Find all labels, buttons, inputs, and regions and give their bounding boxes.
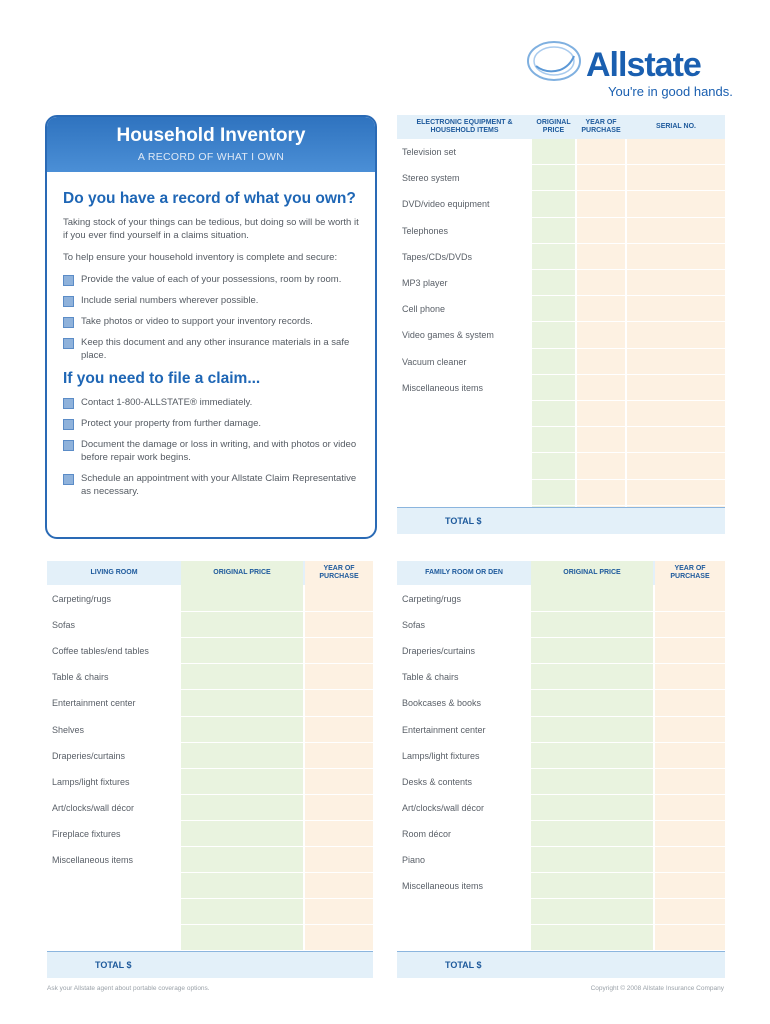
header-year: YEAR OF PURCHASE [319, 565, 359, 580]
item-label: Art/clocks/wall décor [402, 802, 485, 813]
item-label: Stereo system [402, 173, 460, 184]
item-label: Coffee tables/end tables [52, 646, 149, 657]
row-divider [397, 689, 725, 690]
row-divider [397, 872, 725, 873]
row-divider [397, 924, 725, 925]
header-price: ORIGINAL PRICE [213, 569, 271, 576]
row-divider [397, 716, 725, 717]
item-label: Carpeting/rugs [52, 594, 112, 604]
section-paragraph: To help ensure your household inventory is complete and secure: [63, 252, 338, 263]
checkbox-icon[interactable] [63, 474, 74, 485]
item-label: Video games & system [402, 330, 494, 341]
row-divider [47, 898, 373, 899]
row-divider [47, 637, 373, 638]
row-divider [47, 768, 373, 769]
section-paragraph: Taking stock of your things can be tedious, but doing so will be worth it if you ever find yourself in a claims situation. [63, 217, 359, 241]
checkbox-icon[interactable] [63, 440, 74, 451]
row-divider [397, 505, 725, 506]
item-label: Table & chairs [52, 672, 109, 683]
price-column[interactable] [181, 561, 303, 951]
allstate-logo [526, 40, 733, 102]
row-divider [47, 663, 373, 664]
item-label: Miscellaneous items [52, 855, 134, 865]
total-label: TOTAL $ [95, 960, 132, 970]
page-subtitle: A RECORD OF WHAT I OWN [137, 151, 285, 163]
card-header [47, 117, 375, 172]
header-item: ELECTRONIC EQUIPMENT & HOUSEHOLD ITEMS [416, 119, 513, 134]
header-year: YEAR OF PURCHASE [581, 119, 621, 134]
row-divider [47, 794, 373, 795]
item-label: Desks & contents [402, 776, 473, 787]
row-divider [47, 924, 373, 925]
section-heading-record: Do you have a record of what you own? [63, 190, 356, 207]
section-heading-claim: If you need to file a claim... [63, 370, 261, 387]
checkbox-icon[interactable] [63, 419, 74, 430]
checklist-item: Protect your property from further damage. [63, 417, 359, 430]
checkbox-icon[interactable] [63, 338, 74, 349]
item-label: Television set [402, 147, 457, 157]
row-divider [397, 898, 725, 899]
checklist-item: Schedule an appointment with your Allstate Claim Representative as necessary. [63, 472, 359, 498]
item-label: Sofas [402, 620, 426, 631]
row-divider [47, 716, 373, 717]
total-label: TOTAL $ [445, 516, 482, 526]
electronics-table [397, 115, 725, 537]
good-hands-icon [526, 40, 582, 82]
item-label: Lamps/light fixtures [402, 750, 480, 761]
item-label: Shelves [52, 724, 85, 735]
row-divider [397, 374, 725, 375]
checkbox-icon[interactable] [63, 317, 74, 328]
row-divider [397, 243, 725, 244]
row-divider [397, 846, 725, 847]
item-label: Tapes/CDs/DVDs [402, 251, 473, 262]
row-divider [47, 742, 373, 743]
header-year: YEAR OF PURCHASE [670, 565, 710, 580]
total-row[interactable] [47, 951, 373, 978]
item-label: Piano [402, 855, 426, 865]
item-label: Room décor [402, 828, 452, 839]
checklist-item: Take photos or video to support your inventory records. [63, 315, 359, 328]
card-body [47, 172, 375, 498]
header-serial: SERIAL NO. [656, 123, 696, 130]
row-divider [397, 400, 725, 401]
row-divider [397, 190, 725, 191]
item-label: Sofas [52, 620, 76, 631]
item-label: Table & chairs [402, 672, 459, 683]
item-label: Art/clocks/wall décor [52, 802, 135, 813]
row-divider [47, 820, 373, 821]
item-label: Bookcases & books [402, 698, 482, 709]
row-divider [397, 217, 725, 218]
item-label: Vacuum cleaner [402, 356, 467, 367]
total-row[interactable] [397, 951, 725, 978]
header-room: LIVING ROOM [90, 569, 138, 576]
price-column[interactable] [531, 561, 653, 951]
checkbox-icon[interactable] [63, 296, 74, 307]
row-divider [397, 794, 725, 795]
row-divider [397, 269, 725, 270]
item-label: Entertainment center [52, 698, 136, 709]
family-room-table [397, 561, 725, 979]
item-label: Cell phone [402, 304, 446, 315]
copyright: Copyright © 2008 Allstate Insurance Company [590, 985, 724, 992]
header-room: FAMILY ROOM OR DEN [425, 569, 503, 576]
row-divider [397, 611, 725, 612]
living-room-table [47, 561, 373, 979]
row-divider [397, 820, 725, 821]
item-label: Draperies/curtains [52, 750, 126, 761]
row-divider [47, 689, 373, 690]
row-divider [397, 348, 725, 349]
row-divider [397, 321, 725, 322]
header-price: ORIGINAL PRICE [563, 569, 621, 576]
page-title: Household Inventory [116, 125, 306, 146]
row-divider [397, 950, 725, 951]
checklist-item: Keep this document and any other insurance materials in a safe place. [63, 336, 359, 362]
row-divider [47, 611, 373, 612]
total-label: TOTAL $ [445, 960, 482, 970]
row-divider [397, 637, 725, 638]
item-label: Entertainment center [402, 724, 486, 735]
row-divider [397, 663, 725, 664]
item-label: Lamps/light fixtures [52, 776, 130, 787]
checklist-item: Include serial numbers wherever possible. [63, 294, 359, 307]
item-label: Fireplace fixtures [52, 828, 121, 839]
row-divider [397, 164, 725, 165]
checklist-item: Document the damage or loss in writing, and with photos or video before repair work begins. [63, 438, 359, 464]
brand-name: Allstate [586, 46, 701, 84]
row-divider [47, 950, 373, 951]
row-divider [397, 452, 725, 453]
row-divider [47, 872, 373, 873]
item-label: Carpeting/rugs [402, 594, 462, 604]
item-label: Telephones [402, 225, 449, 236]
info-card [45, 115, 377, 539]
row-divider [397, 426, 725, 427]
item-label: MP3 player [402, 278, 448, 288]
row-divider [47, 846, 373, 847]
header-price: ORIGINAL PRICE [536, 119, 571, 134]
footer-note: Ask your Allstate agent about portable coverage options. [47, 985, 210, 992]
checklist-item: Contact 1-800-ALLSTATE® immediately. [63, 396, 359, 409]
item-label: Draperies/curtains [402, 646, 476, 657]
row-divider [397, 742, 725, 743]
item-label: Miscellaneous items [402, 881, 484, 892]
item-label: DVD/video equipment [402, 199, 490, 210]
year-column[interactable] [655, 561, 725, 951]
item-label: Miscellaneous items [402, 382, 484, 393]
total-row[interactable] [397, 507, 725, 534]
row-divider [397, 768, 725, 769]
checkbox-icon[interactable] [63, 275, 74, 286]
checklist-item: Provide the value of each of your possessions, room by room. [63, 273, 359, 286]
checkbox-icon[interactable] [63, 398, 74, 409]
year-column[interactable] [305, 561, 373, 951]
row-divider [397, 479, 725, 480]
row-divider [397, 295, 725, 296]
brand-tagline: You're in good hands. [608, 84, 733, 99]
